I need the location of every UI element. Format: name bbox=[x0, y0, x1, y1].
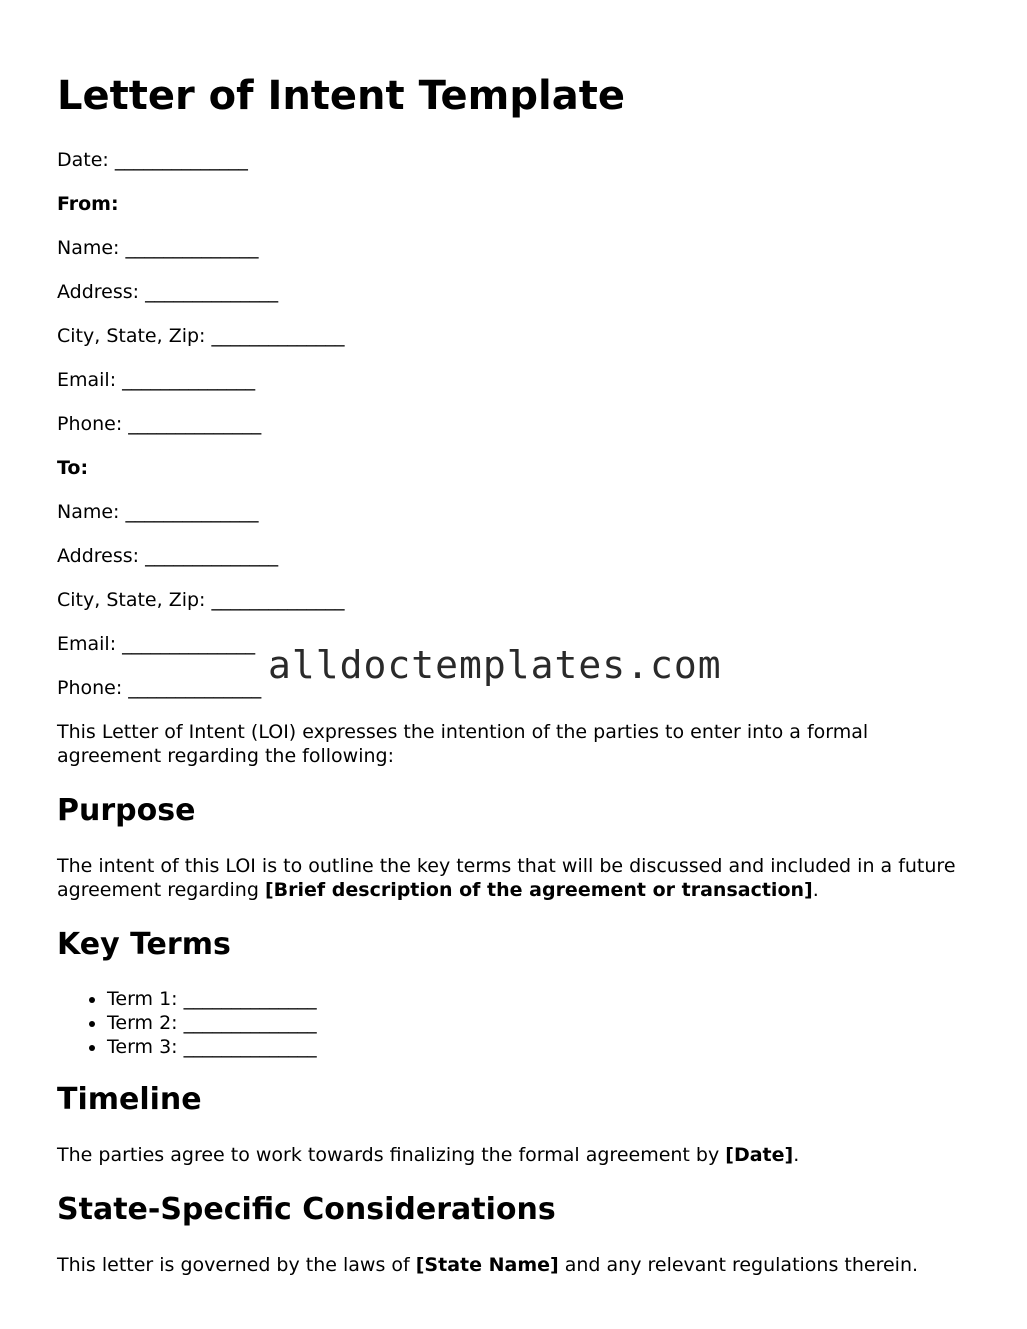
state-heading: State-Specific Considerations bbox=[57, 1192, 556, 1227]
key-term-item: • Term 2: ______________ bbox=[107, 1011, 317, 1035]
watermark: alldoctemplates.com bbox=[268, 643, 722, 687]
from-city-field: City, State, Zip: ______________ bbox=[57, 325, 345, 347]
state-text: This letter is governed by the laws of bbox=[57, 1254, 416, 1276]
to-city-field: City, State, Zip: ______________ bbox=[57, 589, 345, 611]
to-heading: To: bbox=[57, 457, 89, 479]
timeline-paragraph bbox=[57, 1143, 957, 1167]
to-phone-field: Phone: ______________ bbox=[57, 677, 262, 699]
to-email-field: Email: ______________ bbox=[57, 633, 256, 655]
from-heading: From: bbox=[57, 193, 119, 215]
key-terms-list bbox=[57, 987, 317, 1059]
key-term-item: • Term 1: ______________ bbox=[107, 987, 317, 1011]
purpose-heading: Purpose bbox=[57, 793, 196, 828]
intro-paragraph: This Letter of Intent (LOI) expresses the intention of the parties to enter into a formal agreement regarding the following: bbox=[57, 721, 869, 767]
from-email-field: Email: ______________ bbox=[57, 369, 256, 391]
state-paragraph bbox=[57, 1253, 957, 1277]
timeline-text-end: . bbox=[793, 1144, 800, 1166]
to-address-field: Address: ______________ bbox=[57, 545, 279, 567]
date-field: Date: ______________ bbox=[57, 149, 248, 171]
purpose-text: The intent of this LOI is to outline the key terms that will be discussed and included in a future agreement regarding bbox=[57, 855, 956, 901]
state-placeholder: [State Name] bbox=[415, 1254, 559, 1276]
purpose-paragraph bbox=[57, 854, 957, 902]
key-terms-heading: Key Terms bbox=[57, 927, 231, 962]
timeline-text: The parties agree to work towards finalizing the formal agreement by bbox=[57, 1144, 726, 1166]
purpose-placeholder: [Brief description of the agreement or transaction] bbox=[264, 879, 813, 901]
key-term-item: • Term 3: ______________ bbox=[107, 1035, 317, 1059]
from-phone-field: Phone: ______________ bbox=[57, 413, 262, 435]
purpose-text-end: . bbox=[812, 879, 819, 901]
from-address-field: Address: ______________ bbox=[57, 281, 279, 303]
timeline-placeholder: [Date] bbox=[725, 1144, 794, 1166]
timeline-heading: Timeline bbox=[57, 1082, 202, 1117]
from-name-field: Name: ______________ bbox=[57, 237, 259, 259]
state-text-end: and any relevant regulations therein. bbox=[558, 1254, 919, 1276]
to-name-field: Name: ______________ bbox=[57, 501, 259, 523]
document-title: Letter of Intent Template bbox=[57, 73, 625, 119]
